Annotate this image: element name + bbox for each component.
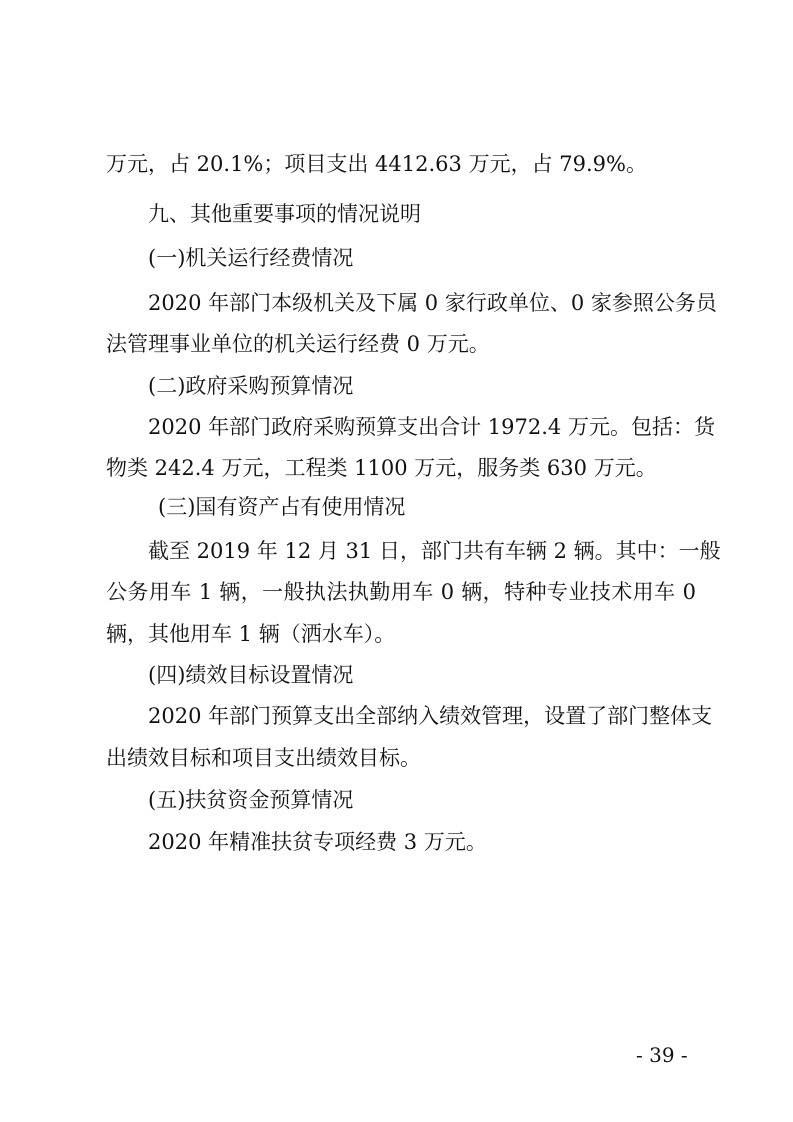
subheading-operating-expenses: (一)机关运行经费情况 <box>148 246 354 270</box>
text-line-operating-expenses-1: 2020 年部门本级机关及下属 0 家行政单位、0 家参照公务员 <box>148 291 717 315</box>
subheading-poverty-alleviation: (五)扶贫资金预算情况 <box>148 788 354 812</box>
text-line-performance-2: 出绩效目标和项目支出绩效目标。 <box>106 746 421 770</box>
text-line-poverty-alleviation: 2020 年精准扶贫专项经费 3 万元。 <box>148 830 487 854</box>
text-line-operating-expenses-2: 法管理事业单位的机关运行经费 0 万元。 <box>106 332 490 356</box>
text-line-performance-1: 2020 年部门预算支出全部纳入绩效管理，设置了部门整体支 <box>148 704 713 728</box>
text-line-vehicles-3: 辆，其他用车 1 辆（洒水车）。 <box>106 622 396 646</box>
text-line-procurement-2: 物类 242.4 万元，工程类 1100 万元，服务类 630 万元。 <box>106 456 657 480</box>
text-line-vehicles-2: 公务用车 1 辆，一般执法执勤用车 0 辆，特种专业技术用车 0 <box>106 580 696 604</box>
subheading-state-assets: (三)国有资产占有使用情况 <box>158 495 406 519</box>
subheading-performance-targets: (四)绩效目标设置情况 <box>148 663 354 687</box>
subheading-government-procurement: (二)政府采购预算情况 <box>148 374 354 398</box>
text-line-procurement-1: 2020 年部门政府采购预算支出合计 1972.4 万元。包括：货 <box>148 415 715 439</box>
section-heading-other-matters: 九、其他重要事项的情况说明 <box>148 202 421 226</box>
text-line-funding-shares: 万元，占 20.1%；项目支出 4412.63 万元，占 79.9%。 <box>106 152 647 176</box>
text-line-vehicles-1: 截至 2019 年 12 月 31 日，部门共有车辆 2 辆。其中：一般 <box>148 539 721 563</box>
page-number: - 39 - <box>636 1043 688 1067</box>
